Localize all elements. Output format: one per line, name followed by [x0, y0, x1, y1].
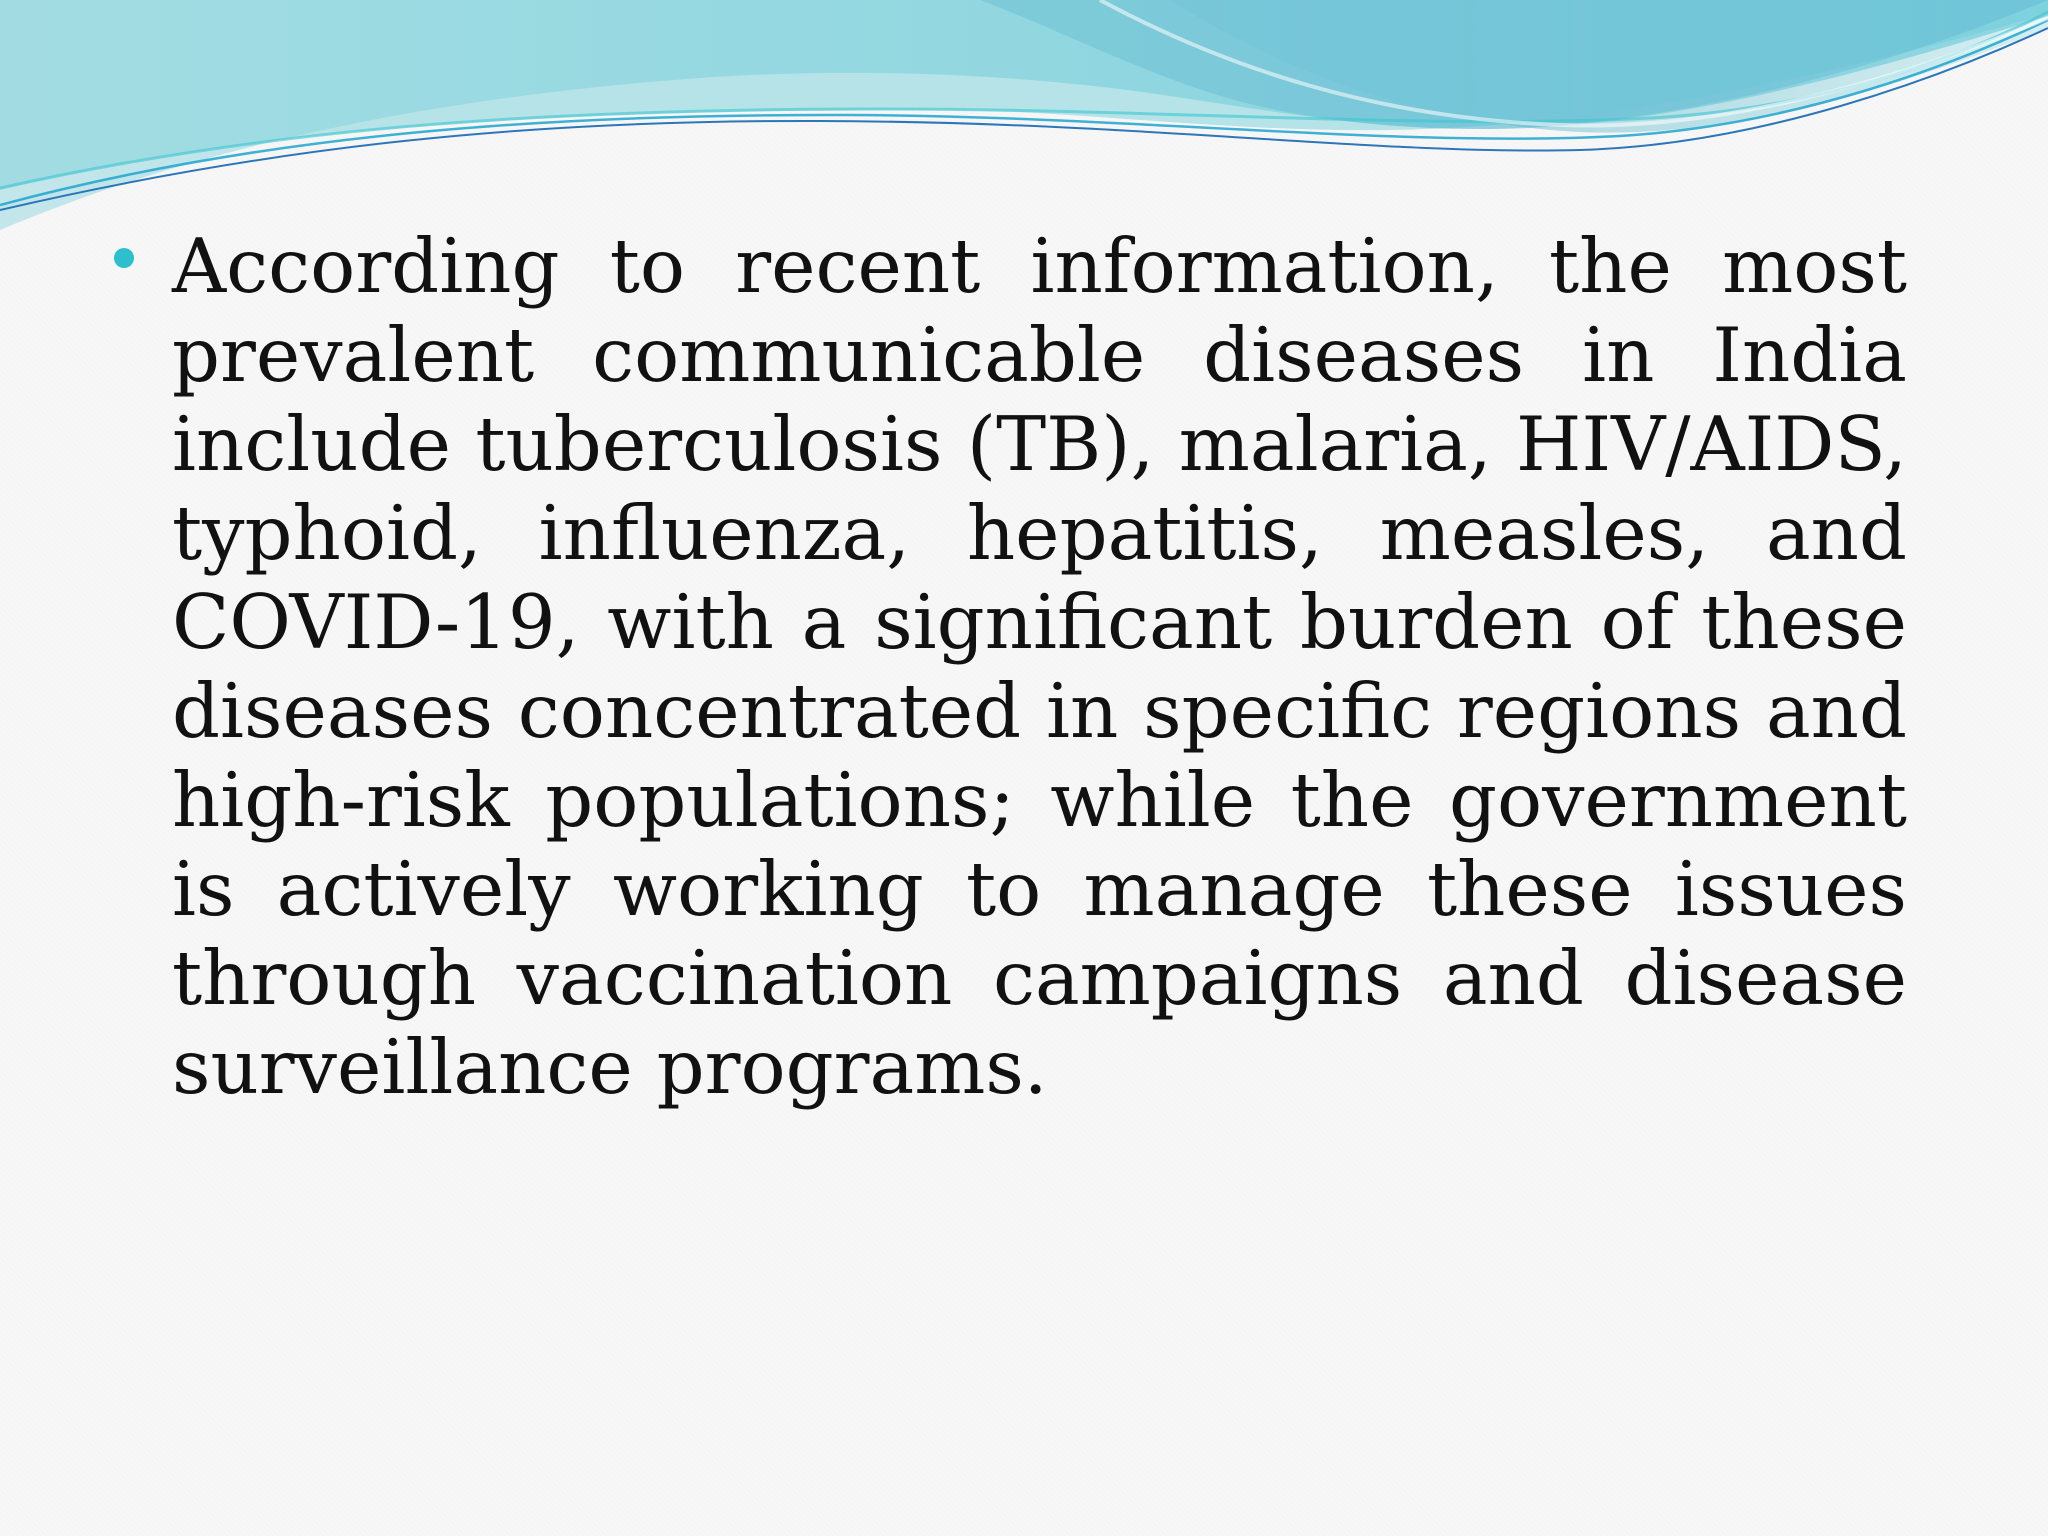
round-bullet-icon [114, 248, 134, 268]
bullet-row [114, 222, 1908, 1112]
decorative-wave-header [0, 0, 2048, 260]
bullet-text: According to recent information, the most prevalent communicable diseases in India include tuberculosis (TB), malaria, HIV/AIDS, typhoid, influenza, hepatitis, measles, and COVID-19, with a significant burden of these diseases concentrated in specific regions and high-risk populations; while the government is actively working to manage these issues through vaccination campaigns and disease surveillance programs. [172, 222, 1907, 1111]
